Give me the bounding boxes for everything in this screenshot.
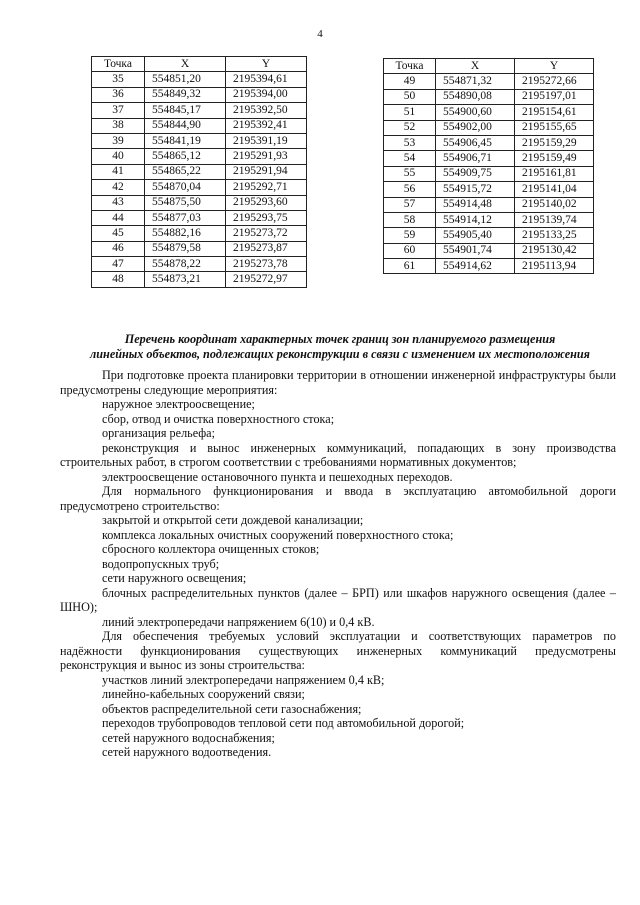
header-point: Точка: [92, 57, 145, 72]
x-cell: 554865,22: [145, 164, 226, 179]
table-row: [384, 135, 594, 150]
list-item: объектов распределительной сети газоснабжения;: [102, 701, 362, 716]
point-cell: 57: [384, 197, 436, 212]
y-cell: 2195273,72: [226, 226, 307, 241]
y-cell: 2195293,60: [226, 195, 307, 210]
paragraph: При подготовке проекта планировки территории в отношении инженерной инфраструктуры были предусмотрены следующие мероприятия:: [60, 368, 616, 397]
body-text: [60, 368, 616, 760]
list-item: электроосвещение остановочного пункта и пешеходных переходов.: [102, 469, 453, 484]
point-cell: 61: [384, 259, 436, 274]
list-item: сетей наружного водоснабжения;: [102, 730, 275, 745]
list-item: линейно-кабельных сооружений связи;: [102, 687, 305, 701]
point-cell: 47: [92, 257, 145, 272]
y-cell: 2195159,29: [515, 135, 594, 150]
heading-line: Перечень координат характерных точек границ зон планируемого размещения: [124, 332, 556, 346]
y-cell: 2195391,19: [226, 133, 307, 148]
table-row: [92, 149, 307, 164]
table-row: [92, 226, 307, 241]
table-header-row: [92, 57, 307, 72]
list-item: сети наружного освещения;: [102, 571, 247, 585]
y-cell: 2195394,61: [226, 72, 307, 87]
y-cell: 2195159,49: [515, 151, 594, 166]
y-cell: 2195273,87: [226, 241, 307, 256]
list-item: участков линий электропередачи напряжением 0,4 кВ;: [102, 672, 385, 687]
x-cell: 554900,60: [436, 105, 515, 120]
point-cell: 58: [384, 212, 436, 227]
table-row: [384, 151, 594, 166]
point-cell: 43: [92, 195, 145, 210]
y-cell: 2195272,66: [515, 74, 594, 89]
paragraph: Для нормального функционирования и ввода в эксплуатацию автомобильной дороги предусмотрено строительство:: [60, 484, 616, 513]
point-cell: 37: [92, 103, 145, 118]
x-cell: 554901,74: [436, 243, 515, 258]
point-cell: 36: [92, 87, 145, 102]
x-cell: 554873,21: [145, 272, 226, 287]
x-cell: 554906,45: [436, 135, 515, 150]
x-cell: 554902,00: [436, 120, 515, 135]
table-row: [92, 210, 307, 225]
point-cell: 53: [384, 135, 436, 150]
y-cell: 2195154,61: [515, 105, 594, 120]
point-cell: 55: [384, 166, 436, 181]
coordinates-table-right: [383, 58, 594, 274]
x-cell: 554875,50: [145, 195, 226, 210]
table-row: [384, 105, 594, 120]
point-cell: 42: [92, 180, 145, 195]
list-item: реконструкция и вынос инженерных коммуникаций, попадающих в зону производства строительных работ, в строгом соответствии с требованиями нормативных документов;: [60, 440, 616, 469]
y-cell: 2195392,50: [226, 103, 307, 118]
x-cell: 554844,90: [145, 118, 226, 133]
x-cell: 554905,40: [436, 228, 515, 243]
x-cell: 554877,03: [145, 210, 226, 225]
y-cell: 2195273,78: [226, 257, 307, 272]
table-row: [92, 118, 307, 133]
point-cell: 54: [384, 151, 436, 166]
header-point: Точка: [384, 59, 436, 74]
table-row: [384, 212, 594, 227]
x-cell: 554914,62: [436, 259, 515, 274]
table-row: [92, 133, 307, 148]
point-cell: 41: [92, 164, 145, 179]
table-row: [92, 87, 307, 102]
point-cell: 60: [384, 243, 436, 258]
table-row: [92, 272, 307, 287]
x-cell: 554879,58: [145, 241, 226, 256]
x-cell: 554882,16: [145, 226, 226, 241]
y-cell: 2195113,94: [515, 259, 594, 274]
page-number: 4: [317, 28, 323, 40]
table-row: [92, 180, 307, 195]
table-row: [384, 228, 594, 243]
list-item: сбросного коллектора очищенных стоков;: [102, 542, 320, 556]
point-cell: 46: [92, 241, 145, 256]
list-item: комплекса локальных очистных сооружений поверхностного стока;: [102, 527, 454, 542]
y-cell: 2195140,02: [515, 197, 594, 212]
header-y: Y: [515, 59, 594, 74]
list-item: закрытой и открытой сети дождевой канализации;: [102, 513, 364, 527]
point-cell: 40: [92, 149, 145, 164]
list-item: организация рельефа;: [102, 426, 215, 440]
list-item: линий электропередачи напряжением 6(10) и 0,4 кВ.: [102, 614, 375, 629]
table-row: [384, 259, 594, 274]
x-cell: 554849,32: [145, 87, 226, 102]
list-item: сбор, отвод и очистка поверхностного стока;: [102, 411, 335, 426]
point-cell: 49: [384, 74, 436, 89]
table-row: [92, 164, 307, 179]
point-cell: 50: [384, 89, 436, 104]
y-cell: 2195197,01: [515, 89, 594, 104]
x-cell: 554865,12: [145, 149, 226, 164]
paragraph: Для обеспечения требуемых условий эксплуатации и соответствующих параметров по надёжности функционирования существующих инженерных коммуникаций предусмотрены реконструкция и вынос из зоны строительства:: [60, 629, 616, 672]
y-cell: 2195293,75: [226, 210, 307, 225]
y-cell: 2195155,65: [515, 120, 594, 135]
point-cell: 51: [384, 105, 436, 120]
y-cell: 2195161,81: [515, 166, 594, 181]
x-cell: 554890,08: [436, 89, 515, 104]
table-header-row: [384, 59, 594, 74]
y-cell: 2195392,41: [226, 118, 307, 133]
list-item: блочных распределительных пунктов (далее – БРП) или шкафов наружного освещения (далее – ШНО);: [60, 585, 616, 614]
point-cell: 35: [92, 72, 145, 87]
y-cell: 2195130,42: [515, 243, 594, 258]
table-row: [92, 103, 307, 118]
coordinates-table-left: [91, 56, 307, 288]
x-cell: 554870,04: [145, 180, 226, 195]
table-row: [92, 72, 307, 87]
point-cell: 52: [384, 120, 436, 135]
table-row: [92, 257, 307, 272]
x-cell: 554914,12: [436, 212, 515, 227]
point-cell: 56: [384, 182, 436, 197]
x-cell: 554909,75: [436, 166, 515, 181]
y-cell: 2195133,25: [515, 228, 594, 243]
point-cell: 44: [92, 210, 145, 225]
y-cell: 2195291,94: [226, 164, 307, 179]
table-row: [384, 120, 594, 135]
table-row: [92, 195, 307, 210]
y-cell: 2195139,74: [515, 212, 594, 227]
header-x: X: [145, 57, 226, 72]
list-item: сетей наружного водоотведения.: [102, 745, 272, 759]
point-cell: 45: [92, 226, 145, 241]
point-cell: 38: [92, 118, 145, 133]
x-cell: 554878,22: [145, 257, 226, 272]
list-item: переходов трубопроводов тепловой сети под автомобильной дорогой;: [102, 716, 465, 730]
table-row: [384, 89, 594, 104]
x-cell: 554871,32: [436, 74, 515, 89]
list-item: наружное электроосвещение;: [102, 397, 255, 411]
y-cell: 2195394,00: [226, 87, 307, 102]
point-cell: 59: [384, 228, 436, 243]
table-row: [384, 74, 594, 89]
section-heading: [60, 332, 620, 362]
x-cell: 554915,72: [436, 182, 515, 197]
header-x: X: [436, 59, 515, 74]
x-cell: 554914,48: [436, 197, 515, 212]
x-cell: 554906,71: [436, 151, 515, 166]
y-cell: 2195272,97: [226, 272, 307, 287]
x-cell: 554851,20: [145, 72, 226, 87]
point-cell: 39: [92, 133, 145, 148]
table-row: [92, 241, 307, 256]
x-cell: 554841,19: [145, 133, 226, 148]
point-cell: 48: [92, 272, 145, 287]
list-item: водопропускных труб;: [102, 556, 220, 571]
heading-line: линейных объектов, подлежащих реконструкции в связи с изменением их местоположения: [90, 347, 590, 361]
table-row: [384, 166, 594, 181]
header-y: Y: [226, 57, 307, 72]
y-cell: 2195292,71: [226, 180, 307, 195]
table-row: [384, 182, 594, 197]
x-cell: 554845,17: [145, 103, 226, 118]
y-cell: 2195291,93: [226, 149, 307, 164]
table-row: [384, 197, 594, 212]
table-row: [384, 243, 594, 258]
y-cell: 2195141,04: [515, 182, 594, 197]
